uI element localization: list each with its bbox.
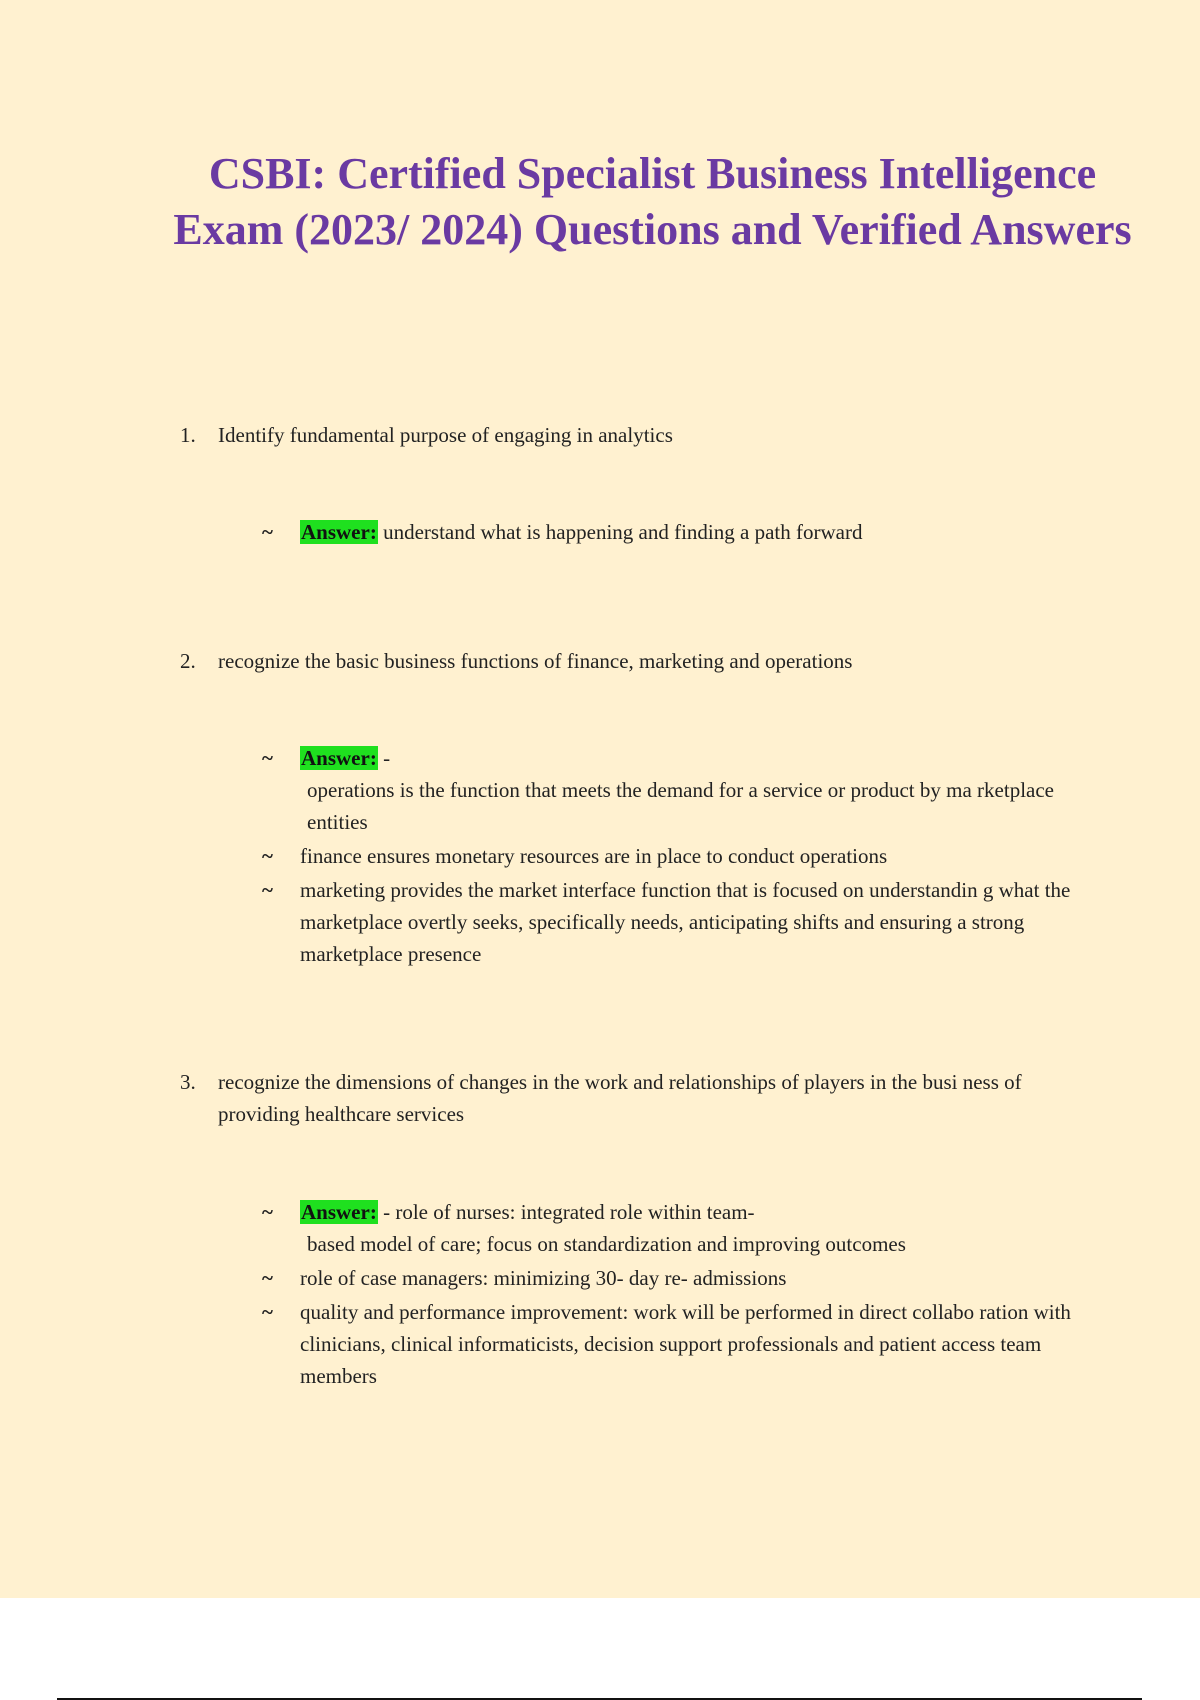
answer-text-continued: based model of care; focus on standardization and improving outcomes: [307, 1232, 906, 1256]
tilde-bullet-icon: ~: [262, 1266, 273, 1290]
question-2: [180, 645, 1085, 677]
answer-text: -: [377, 746, 391, 770]
answer-text: understand what is happening and finding a path forward: [377, 520, 863, 544]
answer-label: Answer:: [301, 746, 377, 770]
answer-item: [260, 742, 1090, 838]
answer-text-continued: operations is the function that meets the demand for a service or product by ma rketplace entities: [307, 778, 1054, 834]
tilde-bullet-icon: ~: [262, 746, 273, 770]
tilde-bullet-icon: ~: [262, 520, 273, 544]
answer-label: Answer:: [301, 1200, 377, 1224]
question-number: 2.: [180, 649, 196, 673]
answer-item: [260, 840, 1090, 872]
answer-item: [260, 1296, 1090, 1392]
answer-text: marketing provides the market interface function that is focused on understandin g what the marketplace overtly seeks, specifically needs, anticipating shifts and ensuring a strong marketplace presence: [300, 878, 1071, 966]
answer-list-1: [260, 516, 1090, 550]
tilde-bullet-icon: ~: [262, 844, 273, 868]
answer-list-2: [260, 742, 1090, 972]
question-text: recognize the basic business functions of finance, marketing and operations: [218, 649, 853, 673]
answer-text: finance ensures monetary resources are in place to conduct operations: [300, 844, 888, 868]
answer-text: quality and performance improvement: work will be performed in direct collabo ration with clinicians, clinical informaticists, decision support professionals and patient access team members: [300, 1300, 1071, 1388]
question-number: 1.: [180, 423, 196, 447]
tilde-bullet-icon: ~: [262, 1300, 273, 1324]
question-3: [180, 1066, 1085, 1130]
question-text: recognize the dimensions of changes in the work and relationships of players in the busi ness of providing healthcare services: [218, 1070, 1022, 1126]
answer-label: Answer:: [301, 520, 377, 544]
question-1: [180, 419, 1085, 451]
answer-item: [260, 516, 1090, 548]
answer-text: - role of nurses: integrated role within team-: [377, 1200, 755, 1224]
question-number: 3.: [180, 1070, 196, 1094]
answer-item: [260, 1196, 1090, 1260]
answer-item: [260, 1262, 1090, 1294]
tilde-bullet-icon: ~: [262, 1200, 273, 1224]
answer-text: role of case managers: minimizing 30- day re- admissions: [300, 1266, 787, 1290]
tilde-bullet-icon: ~: [262, 878, 273, 902]
answer-list-3: [260, 1196, 1090, 1394]
question-text: Identify fundamental purpose of engaging in analytics: [218, 423, 673, 447]
document-title: CSBI: Certified Specialist Business Intelligence Exam (2023/ 2024) Questions and Verified Answers: [173, 149, 1132, 254]
answer-item: [260, 874, 1090, 970]
